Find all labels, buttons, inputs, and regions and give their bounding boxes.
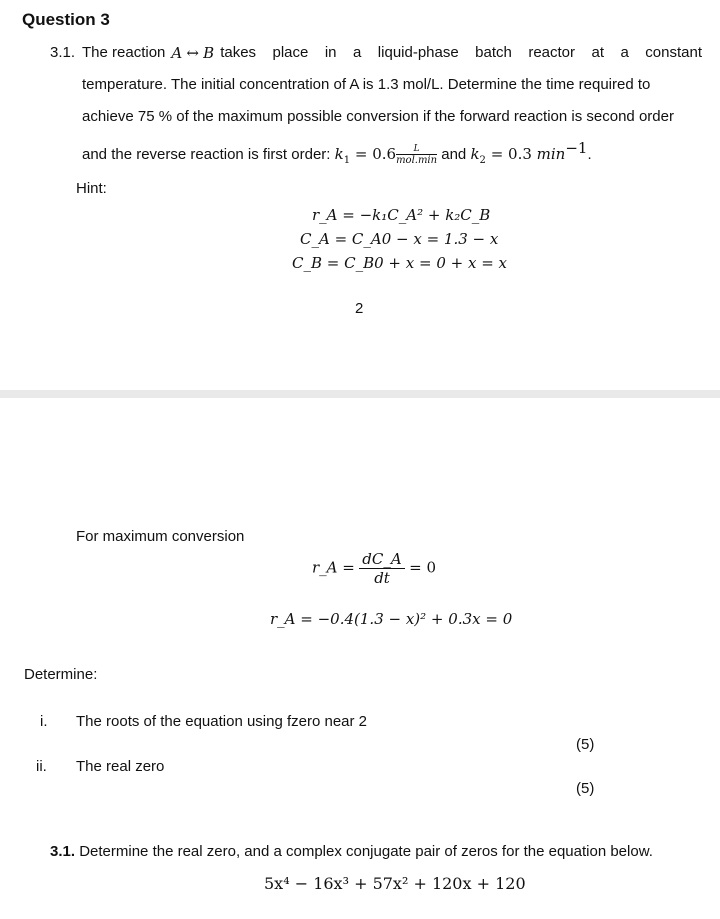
item-2-marker: ii. <box>36 758 47 775</box>
line1-start: The reaction <box>82 44 166 61</box>
derivative-denominator: dt <box>374 569 390 587</box>
k2-value: = 0.3 <box>485 145 537 163</box>
item-1-marks: (5) <box>576 736 595 753</box>
question-heading: Question 3 <box>22 10 110 29</box>
question-number <box>50 44 75 61</box>
hint-ca-equation: C_A = C_A0 − x = 1.3 − x <box>300 230 499 248</box>
rate-expansion-equation: r_A = −0.4(1.3 − x)² + 0.3x = 0 <box>270 610 513 628</box>
rate-rhs: = 0 <box>409 558 437 577</box>
k1-value: = 0.6 <box>350 145 397 163</box>
k2-exponent: −1 <box>565 139 588 157</box>
k1-symbol: k <box>334 145 344 163</box>
line4-pre: and the reverse reaction is first order: <box>82 146 331 163</box>
rate-lhs: r_A = <box>312 558 355 577</box>
determine-label: Determine: <box>24 666 98 683</box>
k2-unit: min <box>536 145 566 163</box>
rate-derivative-equation <box>312 550 436 587</box>
item-1-marker: i. <box>40 713 48 730</box>
line1-rest: takes place in a liquid-phase batch reactor at a constant <box>220 44 702 61</box>
question-number-label: 3.1. <box>50 44 76 61</box>
hint-label: Hint: <box>76 180 107 197</box>
question-b-number: 3.1. <box>50 843 76 860</box>
polynomial-equation: 5x⁴ − 16x³ + 57x² + 120x + 120 <box>264 874 526 893</box>
reaction-arrow: ↔ <box>186 44 199 62</box>
reaction-b: B <box>203 44 215 62</box>
line4-end: . <box>587 146 592 163</box>
hint-rate-equation: r_A = −k₁C_A² + k₂C_B <box>312 206 491 224</box>
question-b-text: Determine the real zero, and a complex conjugate pair of zeros for the equation below. <box>79 843 653 860</box>
line4-and: and <box>441 146 467 163</box>
k1-unit-numerator: L <box>396 144 437 155</box>
k2-subscript: 2 <box>479 155 486 166</box>
page-break <box>0 390 720 398</box>
page-number: 2 <box>355 300 364 317</box>
k1-subscript: 1 <box>343 155 351 166</box>
question-b-line <box>50 843 653 860</box>
item-2-text: The real zero <box>76 758 165 775</box>
reaction-a: A <box>171 44 183 62</box>
k1-units <box>396 144 437 167</box>
question-line-3: achieve 75 % of the maximum possible conversion if the forward reaction is second order <box>82 108 674 125</box>
hint-cb-equation: C_B = C_B0 + x = 0 + x = x <box>292 254 507 272</box>
question-line-1 <box>82 44 702 62</box>
item-1-text: The roots of the equation using fzero near 2 <box>76 713 368 730</box>
derivative-fraction <box>359 550 404 587</box>
question-line-4 <box>82 139 592 167</box>
item-2-marks: (5) <box>576 780 595 797</box>
derivative-numerator: dC_A <box>359 550 404 569</box>
max-conversion-label: For maximum conversion <box>76 528 245 545</box>
k2-symbol: k <box>470 145 480 163</box>
k1-unit-denominator: mol.min <box>396 154 438 166</box>
question-line-2: temperature. The initial concentration of A is 1.3 mol/L. Determine the time required to <box>82 76 651 93</box>
